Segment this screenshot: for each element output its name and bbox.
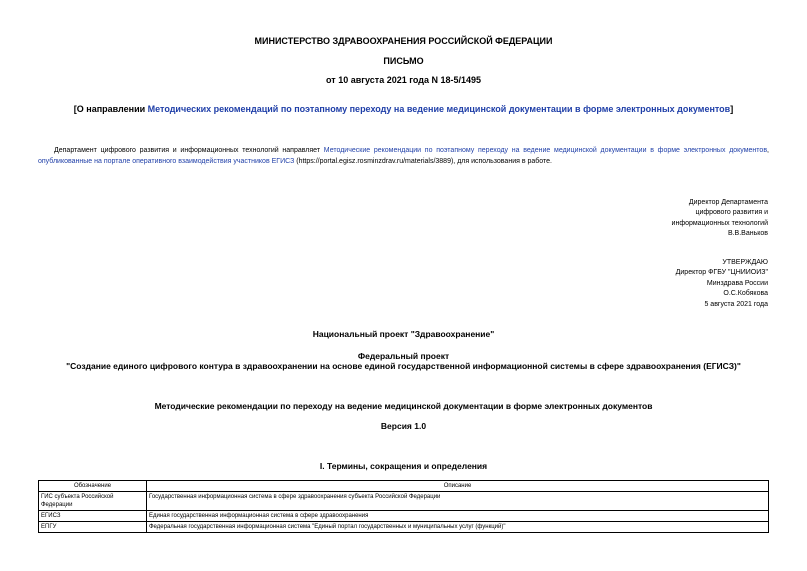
signature-line-2: цифрового развития и xyxy=(695,209,768,217)
recommendations-link[interactable]: Методические рекомендации по поэтапному переходу на ведение медицинской документации в форме электронных документов xyxy=(323,147,768,154)
document-date-number: от 10 августа 2021 года N 18-5/1495 xyxy=(326,75,481,85)
body-text-end: (https://portal.egisz.rosminzdrav.ru/materials/3889), для использования в работе. xyxy=(294,158,552,165)
version-label: Версия 1.0 xyxy=(380,421,427,431)
approval-line-1: УТВЕРЖДАЮ xyxy=(722,259,768,266)
approval-line-2: Директор ФГБУ "ЦНИИОИЗ" xyxy=(675,269,768,277)
approval-block xyxy=(600,258,768,310)
approval-date: 5 августа 2021 года xyxy=(704,300,768,308)
portal-link[interactable]: опубликованные на портале оперативного взаимодействия участников ЕГИСЗ xyxy=(38,158,295,165)
table-row xyxy=(39,492,769,511)
approval-line-3: Минздрава России xyxy=(706,279,768,287)
description-cell: Единая государственная информационная система в сфере здравоохранения xyxy=(147,511,769,522)
body-comma: , xyxy=(767,147,769,154)
signature-line-1: Директор Департамента xyxy=(688,199,768,206)
header-designation: Обозначение xyxy=(39,481,147,492)
federal-project-title: "Создание единого цифрового контура в здравоохранении на основе единой государственной информационной системы в сфере здравоохранения (ЕГИСЗ)" xyxy=(66,361,741,371)
body-text-start: Департамент цифрового развития и информационных технологий направляет xyxy=(54,147,324,154)
table-header-row xyxy=(39,481,769,492)
header-description: Описание xyxy=(147,481,769,492)
description-cell: Государственная информационная система в сфере здравоохранения субъекта Российской Федерации xyxy=(147,492,769,511)
document-type: ПИСЬМО xyxy=(383,56,424,66)
section-title: I. Термины, сокращения и определения xyxy=(319,461,488,471)
signature-block xyxy=(600,198,768,240)
terms-table xyxy=(38,480,769,533)
approval-name: О.С.Кобякова xyxy=(723,290,768,298)
subject-open: [О направлении xyxy=(73,104,148,114)
federal-project-label: Федеральный проект xyxy=(357,351,450,361)
subject-close: ] xyxy=(730,104,734,114)
subject-link[interactable]: Методических рекомендаций по поэтапному переходу на ведение медицинской документации в форме электронных документов xyxy=(147,104,731,114)
term-cell: ГИС субъекта Российской Федерации xyxy=(39,492,147,511)
ministry-title: МИНИСТЕРСТВО ЗДРАВООХРАНЕНИЯ РОССИЙСКОЙ ФЕДЕРАЦИИ xyxy=(254,36,553,46)
document-subject xyxy=(0,104,807,114)
table-row xyxy=(39,511,769,522)
table-row xyxy=(39,522,769,533)
signature-line-3: информационных технологий xyxy=(671,219,768,227)
description-cell: Федеральная государственная информационная система "Единый портал государственных и муниципальных услуг (функций)" xyxy=(147,522,769,533)
term-cell: ЕПГУ xyxy=(39,522,147,533)
recommendations-title: Методические рекомендации по переходу на ведение медицинской документации в форме электронных документов xyxy=(154,401,653,411)
letter-body xyxy=(38,145,769,167)
national-project-title: Национальный проект "Здравоохранение" xyxy=(312,329,495,339)
signature-name: В.В.Ваньков xyxy=(727,230,768,238)
term-cell: ЕГИСЗ xyxy=(39,511,147,522)
